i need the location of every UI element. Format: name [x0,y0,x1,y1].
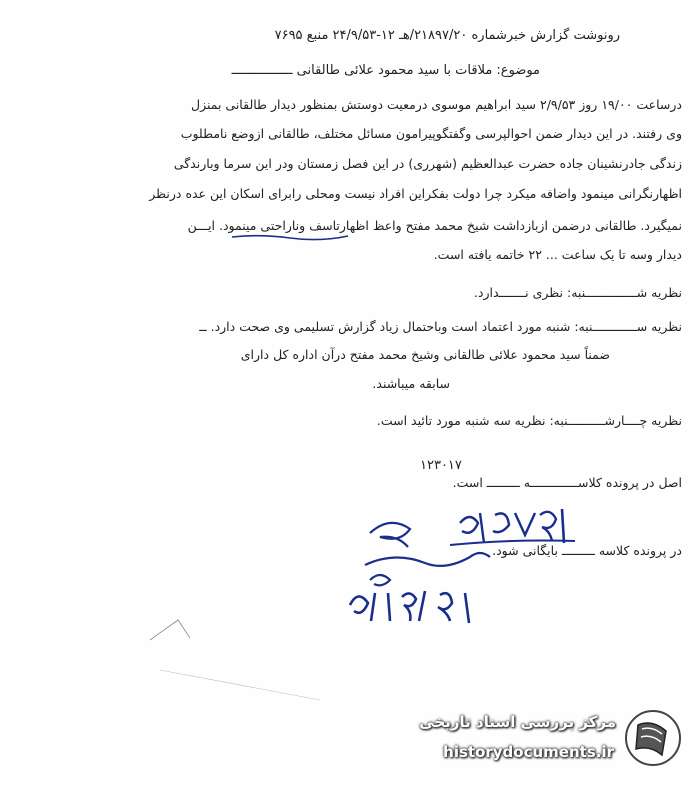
subject-line: موضوع: ملاقات با سید محمود علائی طالقانی ــــــــــــــــ [231,63,540,78]
underline-mark [230,232,350,242]
file-number: ۱۲۳۰۱۷ [420,458,462,473]
watermark [396,705,686,777]
header-line: رونوشت گزارش خبرشماره ۲۱۸۹۷/۲۰/هـ ۱۲-۲۴/۹/۵۳ منبع ۷۶۹۵ [274,28,620,43]
faint-marks [140,600,340,710]
opinion-line-5: نظریه چــــارشــــــــــنبه: نظریه سه شنبه مورد تائید است. [376,413,682,428]
watermark-title: مرکز بررسی اسناد تاریخی [419,713,616,731]
opinion-line-4: سابقه میباشند. [372,376,450,391]
watermark-website: historydocuments.ir [443,743,614,761]
opinion-line-2: نظریه ســــــــــــنبه: شنبه مورد اعتماد است وباحتمال زیاد گزارش تسلیمی وی صحت دارد. ــ [199,319,682,334]
opinion-line-3: ضمناً سید محمود علائی طالقانی وشیخ محمد مفتح درآن اداره کل دارای [240,347,610,362]
paragraph-line-2: وی رفتند. در این دیدار ضمن احوالپرسی وگفتگوپیرامون مسائل مختلف، طالقانی ازوضع نامطلوب [180,126,682,141]
paragraph-line-4: اظهارنگرانی مینمود واضافه میکرد چرا دولت بفکراین افراد نیست ومحلی رابرای اسکان این عده درنظر [149,186,682,201]
paragraph-line-1: درساعت ۱۹/۰۰ روز ۲/۹/۵۳ سید ابراهیم موسوی درمعیت دوستش بمنظور دیدار طالقانی بمنزل [190,97,682,112]
archive-logo-icon [622,707,684,769]
paragraph-line-6: دیدار وسه تا یک ساعت ... ۲۲ خاتمه یافته است. [433,247,682,262]
original-note: اصل در پرونده کلاســـــــــــــه ـــــــــ است. [452,475,682,490]
paragraph-line-3: زندگی جادرنشینان جاده حضرت عبدالعظیم (شهرری) در این فصل زمستان ودر این سرما وبارندگی [173,156,682,171]
copy-note: در پرونده کلاسه ـــــــــ بایگانی شود. [492,543,682,558]
paragraph-line-5: نمیگیرد. طالقانی درضمن ازبازداشت شیخ محمد مفتح واعظ اظهارتاسف وناراحتی مینمود. ایـــن [187,218,682,233]
opinion-line-1: نظریه شــــــــــــــنبه: نظری نـــــــدارد. [473,285,682,300]
handwritten-annotation [330,505,590,635]
